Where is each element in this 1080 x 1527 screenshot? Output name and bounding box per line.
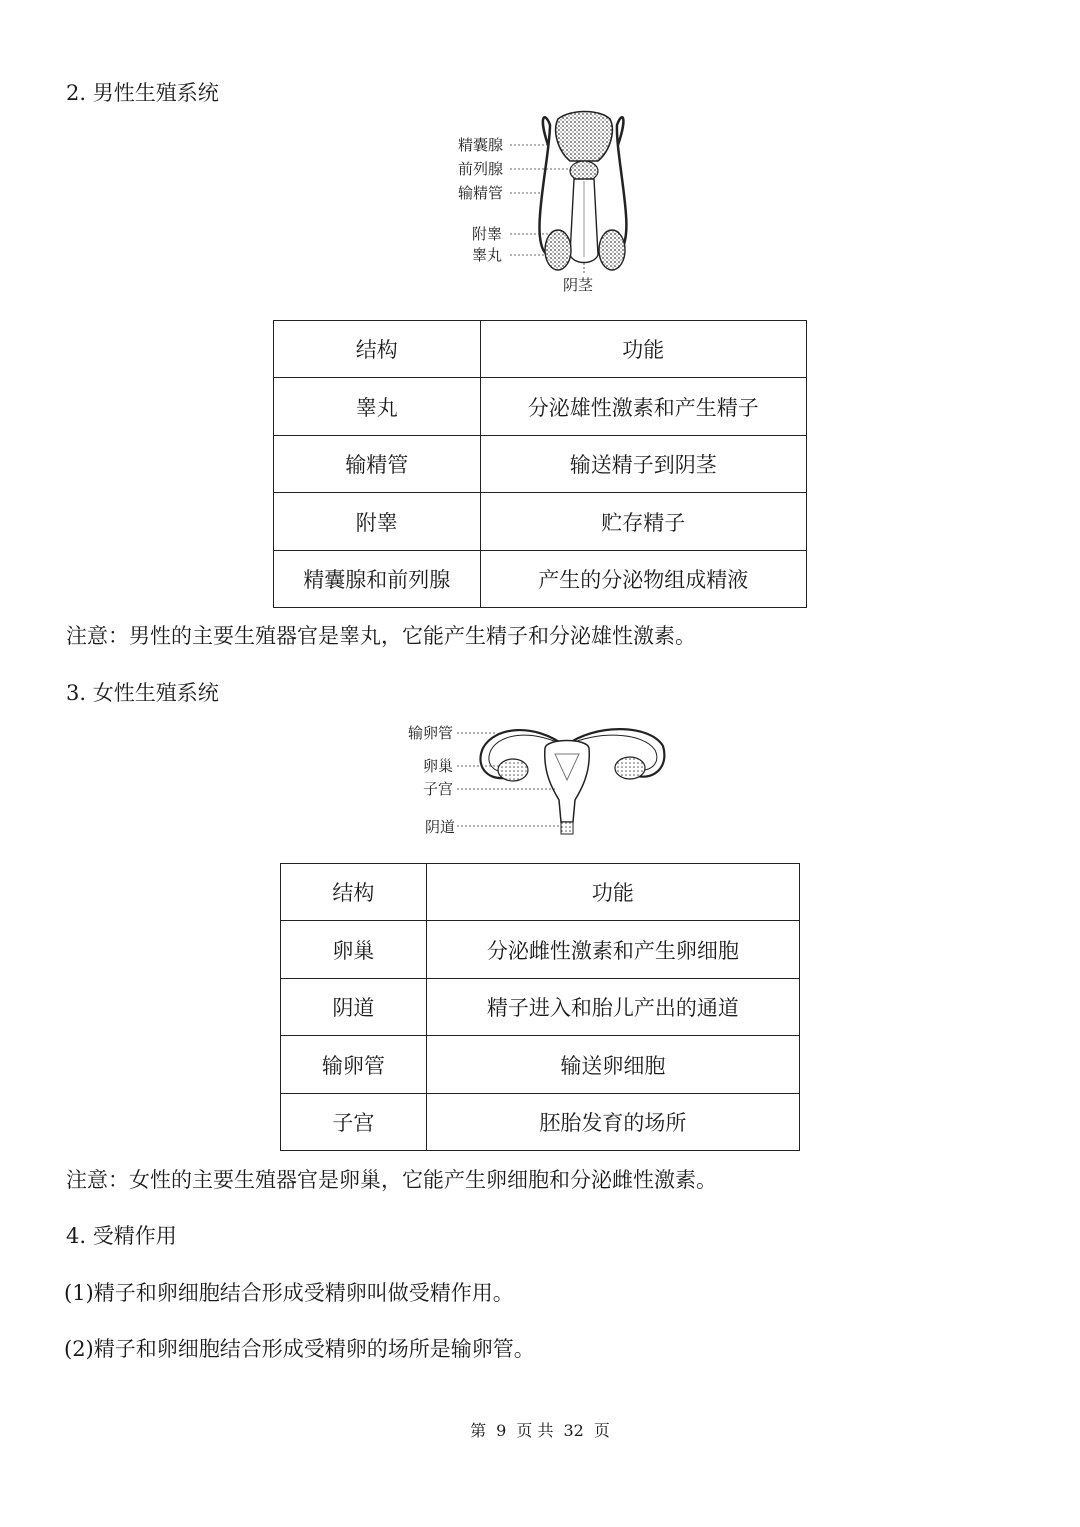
label-ovary: 卵巢 <box>423 757 454 775</box>
label-testis: 睾丸 <box>472 246 503 264</box>
table-cell-structure: 卵巢 <box>281 921 427 979</box>
table-row <box>274 551 807 608</box>
male-reproductive-diagram <box>450 105 650 300</box>
section-heading-fertilization: 4. 受精作用 <box>66 1224 177 1248</box>
label-vagina: 阴道 <box>425 818 456 836</box>
table-cell-function: 输送精子到阴茎 <box>480 436 806 493</box>
section-heading-female: 3. 女性生殖系统 <box>66 681 219 705</box>
table-row <box>281 979 800 1036</box>
table-row <box>281 921 800 979</box>
table-cell-function: 胚胎发育的场所 <box>426 1094 799 1151</box>
table-row <box>274 493 807 551</box>
table-row <box>274 378 807 436</box>
fertilization-item-1: (1)精子和卵细胞结合形成受精卵叫做受精作用。 <box>64 1281 514 1305</box>
table-cell-function: 精子进入和胎儿产出的通道 <box>426 979 799 1036</box>
table-header-function: 功能 <box>426 864 799 921</box>
label-vas-deferens: 输精管 <box>458 184 504 202</box>
label-prostate: 前列腺 <box>458 160 504 178</box>
table-cell-structure: 子宫 <box>281 1094 427 1151</box>
table-cell-structure: 阴道 <box>281 979 427 1036</box>
table-cell-function: 输送卵细胞 <box>426 1036 799 1094</box>
table-header-structure: 结构 <box>274 321 481 378</box>
section-heading-male: 2. 男性生殖系统 <box>66 81 219 105</box>
footer-page-number: 9 <box>496 1421 507 1440</box>
fertilization-item-2: (2)精子和卵细胞结合形成受精卵的场所是输卵管。 <box>64 1337 535 1361</box>
table-header-function: 功能 <box>480 321 806 378</box>
table-cell-structure: 睾丸 <box>274 378 481 436</box>
table-cell-function: 贮存精子 <box>480 493 806 551</box>
table-cell-structure: 输精管 <box>274 436 481 493</box>
footer-total-pages: 32 <box>563 1421 584 1440</box>
table-header-structure: 结构 <box>281 864 427 921</box>
table-row <box>281 1036 800 1094</box>
table-cell-structure: 输卵管 <box>281 1036 427 1094</box>
female-reproductive-diagram <box>405 718 675 843</box>
table-header-row <box>281 864 800 921</box>
female-structure-table <box>280 863 800 1151</box>
male-note: 注意：男性的主要生殖器官是睾丸，它能产生精子和分泌雄性激素。 <box>66 624 696 648</box>
table-cell-function: 分泌雌性激素和产生卵细胞 <box>426 921 799 979</box>
table-row <box>274 436 807 493</box>
footer-middle: 页 共 <box>516 1421 554 1440</box>
table-header-row <box>274 321 807 378</box>
female-note: 注意：女性的主要生殖器官是卵巢，它能产生卵细胞和分泌雌性激素。 <box>66 1168 717 1192</box>
table-cell-function: 分泌雄性激素和产生精子 <box>480 378 806 436</box>
table-row <box>281 1094 800 1151</box>
label-penis: 阴茎 <box>563 276 594 294</box>
table-cell-structure: 精囊腺和前列腺 <box>274 551 481 608</box>
label-seminal-vesicle: 精囊腺 <box>458 136 504 154</box>
label-fallopian-tube: 输卵管 <box>408 724 454 742</box>
label-uterus: 子宫 <box>423 780 454 798</box>
footer-prefix: 第 <box>470 1421 487 1440</box>
footer-suffix: 页 <box>593 1421 610 1440</box>
male-structure-table <box>273 320 807 608</box>
page-footer <box>0 1418 1080 1441</box>
table-cell-structure: 附睾 <box>274 493 481 551</box>
table-cell-function: 产生的分泌物组成精液 <box>480 551 806 608</box>
label-epididymis: 附睾 <box>472 225 503 243</box>
